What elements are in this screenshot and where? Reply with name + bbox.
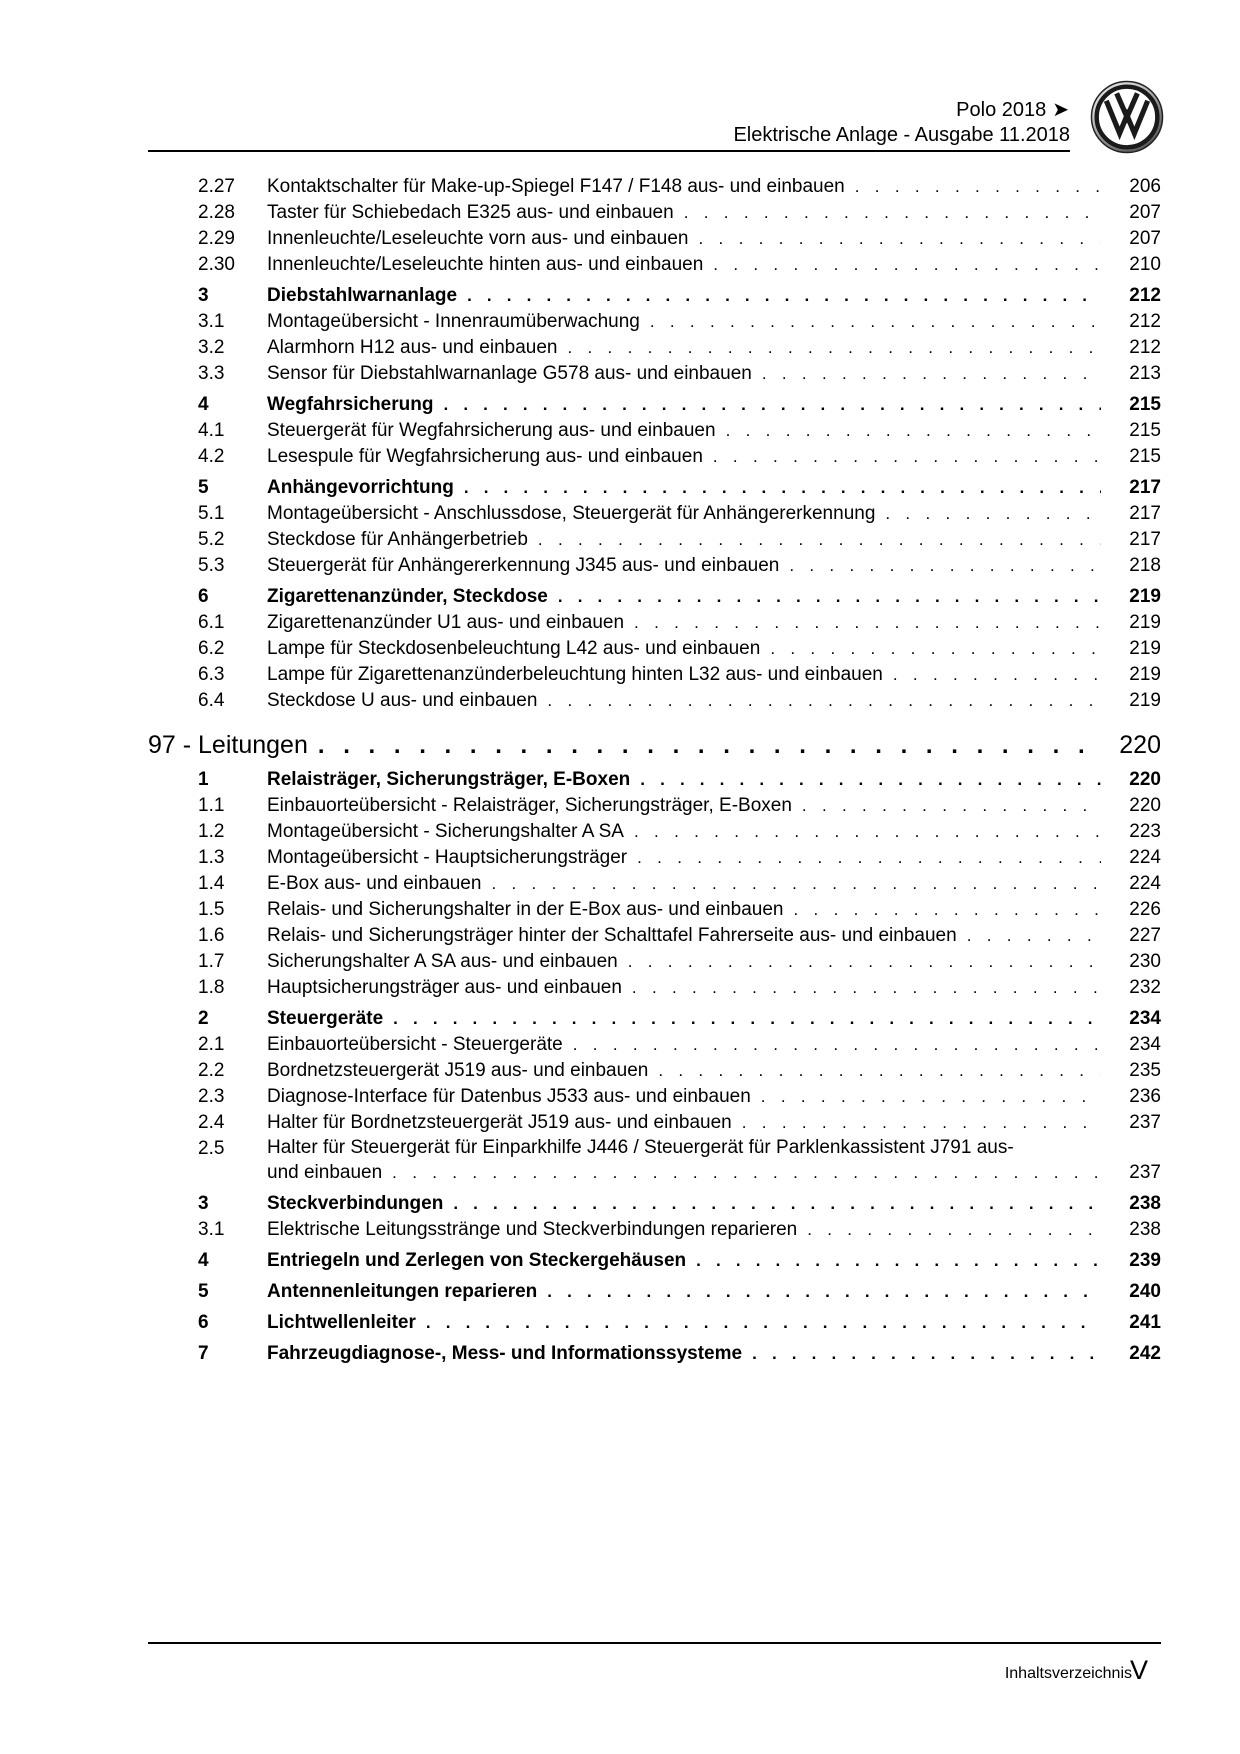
toc-page-number: 220	[1119, 731, 1161, 759]
toc-entry-number: 2.5	[198, 1138, 225, 1159]
toc-entry[interactable]	[148, 335, 1161, 361]
toc-leader-dots	[752, 1341, 1101, 1367]
toc-entry[interactable]	[148, 1217, 1161, 1243]
toc-entry-title: Diebstahlwarnanlage	[267, 283, 467, 309]
toc-leader-dots	[793, 897, 1101, 923]
toc-page-number: 219	[1129, 586, 1161, 607]
toc-entry-number: 1.4	[198, 873, 225, 894]
toc-entry-title: Lesespule für Wegfahrsicherung aus- und einbauen	[267, 444, 713, 470]
toc-entry-number: 4.1	[198, 420, 225, 441]
header-divider	[148, 150, 1070, 152]
toc-entry-number: 5.2	[198, 529, 225, 550]
toc-entry[interactable]	[148, 309, 1161, 335]
toc-leader-dots	[491, 871, 1101, 897]
toc-entry[interactable]	[148, 501, 1161, 527]
toc-page-number: 226	[1129, 899, 1161, 920]
page-header	[148, 95, 1070, 151]
toc-page-number: 242	[1129, 1343, 1161, 1364]
toc-leader-dots	[628, 949, 1101, 975]
toc-entry-number: 3.2	[198, 337, 225, 358]
toc-leader-dots	[547, 688, 1101, 714]
toc-entry[interactable]	[148, 610, 1161, 636]
toc-entry[interactable]	[148, 226, 1161, 252]
toc-section[interactable]	[148, 584, 1161, 610]
toc-leader-dots	[967, 923, 1101, 949]
toc-entry-title: Alarmhorn H12 aus- und einbauen	[267, 335, 567, 361]
toc-entry-title: Entriegeln und Zerlegen von Steckergehäusen	[267, 1248, 696, 1274]
toc-page-number: 217	[1129, 477, 1161, 498]
toc-leader-dots	[789, 553, 1101, 579]
toc-entry-number: 5.1	[198, 503, 225, 524]
toc-leader-dots	[538, 527, 1101, 553]
toc-entry-title: Innenleuchte/Leseleuchte hinten aus- und einbauen	[267, 252, 713, 278]
toc-leader-dots	[770, 636, 1101, 662]
toc-entry-title-continued: und einbauen	[267, 1162, 383, 1183]
toc-entry[interactable]	[148, 688, 1161, 714]
toc-page-number: 210	[1129, 254, 1161, 275]
toc-entry[interactable]	[148, 793, 1161, 819]
toc-leader-dots	[467, 283, 1101, 309]
toc-section[interactable]	[148, 1310, 1161, 1336]
toc-leader-dots	[547, 1279, 1101, 1305]
toc-entry-title: Relais- und Sicherungshalter in der E-Box aus- und einbauen	[267, 897, 793, 923]
toc-entry-number: 6.2	[198, 638, 225, 659]
toc-leader-dots	[426, 1310, 1101, 1336]
toc-entry-number: 1.6	[198, 925, 225, 946]
footer-label: Inhaltsverzeichnis	[1004, 1665, 1132, 1682]
toc-section[interactable]	[148, 475, 1161, 501]
toc-page-number: 236	[1129, 1086, 1161, 1107]
toc-entry-title: Montageübersicht - Sicherungshalter A SA	[267, 819, 634, 845]
toc-entry-number: 3.3	[198, 363, 225, 384]
toc-leader-dots	[893, 662, 1101, 688]
toc-entry-title: E-Box aus- und einbauen	[267, 871, 491, 897]
toc-leader-dots	[684, 200, 1101, 226]
toc-leader-dots	[573, 1032, 1101, 1058]
table-of-contents	[148, 174, 1161, 1367]
toc-entry[interactable]	[148, 819, 1161, 845]
toc-entry[interactable]	[148, 444, 1161, 470]
toc-entry-number: 6.3	[198, 664, 225, 685]
toc-page-number: 206	[1129, 176, 1161, 197]
toc-leader-dots	[699, 226, 1102, 252]
toc-entry-number: 4	[198, 1250, 209, 1271]
toc-entry-title: Montageübersicht - Hauptsicherungsträger	[267, 845, 637, 871]
vw-logo-icon	[1090, 80, 1164, 154]
toc-page-number: 212	[1129, 285, 1161, 306]
toc-leader-dots	[807, 1217, 1101, 1243]
toc-leader-dots	[464, 475, 1101, 501]
toc-entry-number: 2.27	[198, 176, 235, 197]
toc-entry-number: 2.1	[198, 1034, 225, 1055]
toc-entry-title: Sicherungshalter A SA aus- und einbauen	[267, 949, 628, 975]
toc-entry-number: 1.2	[198, 821, 225, 842]
arrow-icon: ➤	[1052, 99, 1069, 121]
toc-page-number: 220	[1129, 795, 1161, 816]
toc-section[interactable]	[148, 767, 1161, 793]
toc-entry[interactable]	[148, 1136, 1161, 1186]
toc-leader-dots	[637, 845, 1101, 871]
toc-page-number: 235	[1129, 1060, 1161, 1081]
toc-entry-title: Montageübersicht - Anschlussdose, Steuergerät für Anhängererkennung	[267, 501, 885, 527]
toc-page-number: 207	[1129, 228, 1161, 249]
toc-entry-number: 3	[198, 1193, 209, 1214]
toc-entry-number: 2.28	[198, 202, 235, 223]
toc-page-number: 215	[1129, 446, 1161, 467]
toc-entry-title: Steckverbindungen	[267, 1191, 453, 1217]
toc-page-number: 219	[1129, 690, 1161, 711]
toc-entry-title: Steuergerät für Wegfahrsicherung aus- und einbauen	[267, 418, 726, 444]
toc-entry-number: 6.1	[198, 612, 225, 633]
toc-entry-title: 97 - Leitungen	[148, 728, 318, 762]
toc-entry[interactable]	[148, 871, 1161, 897]
toc-entry-number: 4.2	[198, 446, 225, 467]
toc-leader-dots	[742, 1110, 1101, 1136]
toc-entry[interactable]	[148, 845, 1161, 871]
toc-entry-title: Kontaktschalter für Make-up-Spiegel F147 / F148 aus- und einbauen	[267, 174, 855, 200]
toc-entry-title: Relais- und Sicherungsträger hinter der Schalttafel Fahrerseite aus- und einbauen	[267, 923, 967, 949]
toc-entry-number: 1.5	[198, 899, 225, 920]
toc-section[interactable]	[148, 1341, 1161, 1367]
toc-entry-title: Hauptsicherungsträger aus- und einbauen	[267, 975, 632, 1001]
toc-entry-number: 6	[198, 1312, 209, 1333]
toc-page-number: 207	[1129, 202, 1161, 223]
toc-entry-title: Steckdose für Anhängerbetrieb	[267, 527, 538, 553]
toc-entry-number: 5	[198, 477, 209, 498]
toc-entry-number: 3	[198, 285, 209, 306]
toc-entry-title: Sensor für Diebstahlwarnanlage G578 aus- und einbauen	[267, 361, 762, 387]
toc-leader-dots	[762, 361, 1101, 387]
toc-page-number: 219	[1129, 612, 1161, 633]
toc-leader-dots	[726, 418, 1101, 444]
toc-entry-title: Lampe für Steckdosenbeleuchtung L42 aus- und einbauen	[267, 636, 770, 662]
toc-page-number: 224	[1129, 873, 1161, 894]
toc-entry-number: 2.3	[198, 1086, 225, 1107]
toc-entry-title: Einbauorteübersicht - Relaisträger, Sicherungsträger, E-Boxen	[267, 793, 802, 819]
toc-entry[interactable]	[148, 200, 1161, 226]
toc-chapter[interactable]	[148, 728, 1161, 762]
toc-leader-dots	[640, 767, 1101, 793]
toc-leader-dots	[443, 392, 1101, 418]
toc-entry-title: Halter für Bordnetzsteuergerät J519 aus- und einbauen	[267, 1110, 742, 1136]
toc-leader-dots	[650, 309, 1101, 335]
toc-entry-title: Lampe für Zigarettenanzünderbeleuchtung hinten L32 aus- und einbauen	[267, 662, 893, 688]
toc-leader-dots	[696, 1248, 1101, 1274]
toc-entry[interactable]	[148, 662, 1161, 688]
toc-section[interactable]	[148, 1006, 1161, 1032]
toc-page-number: 219	[1129, 638, 1161, 659]
toc-entry-number: 1.7	[198, 951, 225, 972]
toc-entry[interactable]	[148, 1110, 1161, 1136]
toc-entry[interactable]	[148, 1058, 1161, 1084]
toc-entry-title: Relaisträger, Sicherungsträger, E-Boxen	[267, 767, 640, 793]
toc-page-number: 215	[1129, 394, 1161, 415]
toc-leader-dots	[453, 1191, 1101, 1217]
toc-entry[interactable]	[148, 1032, 1161, 1058]
toc-entry-number: 2.30	[198, 254, 235, 275]
toc-page-number: 220	[1129, 769, 1161, 790]
toc-entry[interactable]	[148, 949, 1161, 975]
toc-page-number: 230	[1129, 951, 1161, 972]
toc-entry-title: Halter für Steuergerät für Einparkhilfe J446 / Steuergerät für Parklenkassistent J791 aus-	[267, 1137, 1014, 1158]
toc-page-number: 218	[1129, 555, 1161, 576]
toc-page-number: 217	[1129, 503, 1161, 524]
toc-leader-dots	[713, 444, 1101, 470]
footer-divider	[148, 1642, 1161, 1644]
toc-page-number: 219	[1129, 664, 1161, 685]
toc-entry-number: 7	[198, 1343, 209, 1364]
toc-section[interactable]	[148, 392, 1161, 418]
toc-entry[interactable]	[148, 975, 1161, 1001]
toc-entry-title: Diagnose-Interface für Datenbus J533 aus- und einbauen	[267, 1084, 761, 1110]
toc-page-number: 237	[1129, 1112, 1161, 1133]
toc-page-number: 239	[1129, 1250, 1161, 1271]
toc-section[interactable]	[148, 1191, 1161, 1217]
toc-section[interactable]	[148, 283, 1161, 309]
toc-section[interactable]	[148, 1248, 1161, 1274]
toc-leader-dots	[658, 1058, 1101, 1084]
toc-entry[interactable]	[148, 553, 1161, 579]
toc-page-number: 232	[1129, 977, 1161, 998]
toc-entry-title: Antennenleitungen reparieren	[267, 1279, 547, 1305]
toc-entry-number: 2	[198, 1008, 209, 1029]
toc-entry-title: Steuergeräte	[267, 1006, 393, 1032]
toc-entry-number: 2.2	[198, 1060, 225, 1081]
toc-page-number: 212	[1129, 337, 1161, 358]
toc-entry-title: Taster für Schiebedach E325 aus- und einbauen	[267, 200, 684, 226]
toc-entry-title: Anhängevorrichtung	[267, 475, 464, 501]
toc-entry-number: 3.1	[198, 311, 225, 332]
toc-page-number: 227	[1129, 925, 1161, 946]
toc-entry-number: 2.4	[198, 1112, 225, 1133]
toc-page-number: 234	[1129, 1034, 1161, 1055]
toc-entry[interactable]	[148, 897, 1161, 923]
header-edition: Elektrische Anlage - Ausgabe 11.2018	[733, 124, 1070, 146]
toc-page-number: 237	[1129, 1162, 1161, 1183]
toc-entry-title: Fahrzeugdiagnose-, Mess- und Informationssysteme	[267, 1341, 752, 1367]
toc-entry-title: Zigarettenanzünder, Steckdose	[267, 584, 558, 610]
toc-leader-dots	[393, 1006, 1101, 1032]
toc-leader-dots	[713, 252, 1101, 278]
toc-leader-dots	[885, 501, 1101, 527]
toc-leader-dots	[802, 793, 1101, 819]
toc-entry-title: Innenleuchte/Leseleuchte vorn aus- und einbauen	[267, 226, 699, 252]
toc-entry-number: 3.1	[198, 1219, 225, 1240]
toc-entry[interactable]	[148, 252, 1161, 278]
toc-entry-title: Elektrische Leitungsstränge und Steckverbindungen reparieren	[267, 1217, 807, 1243]
toc-entry-title: Steckdose U aus- und einbauen	[267, 688, 547, 714]
header-model	[956, 99, 1069, 121]
toc-entry-title: Wegfahrsicherung	[267, 392, 443, 418]
toc-page-number: 240	[1129, 1281, 1161, 1302]
toc-section[interactable]	[148, 1279, 1161, 1305]
toc-entry[interactable]	[148, 923, 1161, 949]
toc-page-number: 238	[1129, 1219, 1161, 1240]
toc-entry-title: Einbauorteübersicht - Steuergeräte	[267, 1032, 573, 1058]
header-model-text: Polo 2018	[956, 99, 1047, 121]
toc-entry-number: 2.29	[198, 228, 235, 249]
toc-page-number: 234	[1129, 1008, 1161, 1029]
toc-entry-continuation	[267, 1160, 1161, 1186]
toc-leader-dots	[632, 975, 1101, 1001]
toc-page-number: 213	[1129, 363, 1161, 384]
toc-entry[interactable]	[148, 361, 1161, 387]
toc-entry-number: 4	[198, 394, 209, 415]
toc-page-number: 215	[1129, 420, 1161, 441]
toc-page-number: 238	[1129, 1193, 1161, 1214]
toc-entry-title: Montageübersicht - Innenraumüberwachung	[267, 309, 650, 335]
toc-leader-dots	[318, 729, 1093, 763]
toc-entry-number: 1.8	[198, 977, 225, 998]
toc-leader-dots	[634, 819, 1101, 845]
footer-page-number: V	[1129, 1655, 1148, 1685]
toc-entry-title: Steuergerät für Anhängererkennung J345 aus- und einbauen	[267, 553, 789, 579]
toc-entry-title: Bordnetzsteuergerät J519 aus- und einbauen	[267, 1058, 658, 1084]
toc-leader-dots	[855, 174, 1101, 200]
toc-entry[interactable]	[148, 1084, 1161, 1110]
toc-page-number: 224	[1129, 847, 1161, 868]
toc-entry[interactable]	[148, 636, 1161, 662]
toc-entry-number: 5	[198, 1281, 209, 1302]
toc-entry-title: Lichtwellenleiter	[267, 1310, 426, 1336]
toc-entry-number: 1	[198, 769, 209, 790]
toc-leader-dots	[392, 1160, 1101, 1186]
toc-leader-dots	[567, 335, 1101, 361]
toc-page-number: 212	[1129, 311, 1161, 332]
toc-page-number: 241	[1129, 1312, 1161, 1333]
toc-page-number: 217	[1129, 529, 1161, 550]
toc-entry[interactable]	[148, 174, 1161, 200]
toc-entry-title: Zigarettenanzünder U1 aus- und einbauen	[267, 610, 634, 636]
toc-page-number: 223	[1129, 821, 1161, 842]
toc-entry-number: 5.3	[198, 555, 225, 576]
toc-entry[interactable]	[148, 418, 1161, 444]
toc-entry-number: 1.3	[198, 847, 225, 868]
toc-entry-number: 1.1	[198, 795, 225, 816]
toc-leader-dots	[558, 584, 1101, 610]
toc-leader-dots	[634, 610, 1101, 636]
toc-entry-number: 6	[198, 586, 209, 607]
toc-leader-dots	[761, 1084, 1101, 1110]
toc-entry[interactable]	[148, 527, 1161, 553]
toc-entry-number: 6.4	[198, 690, 225, 711]
